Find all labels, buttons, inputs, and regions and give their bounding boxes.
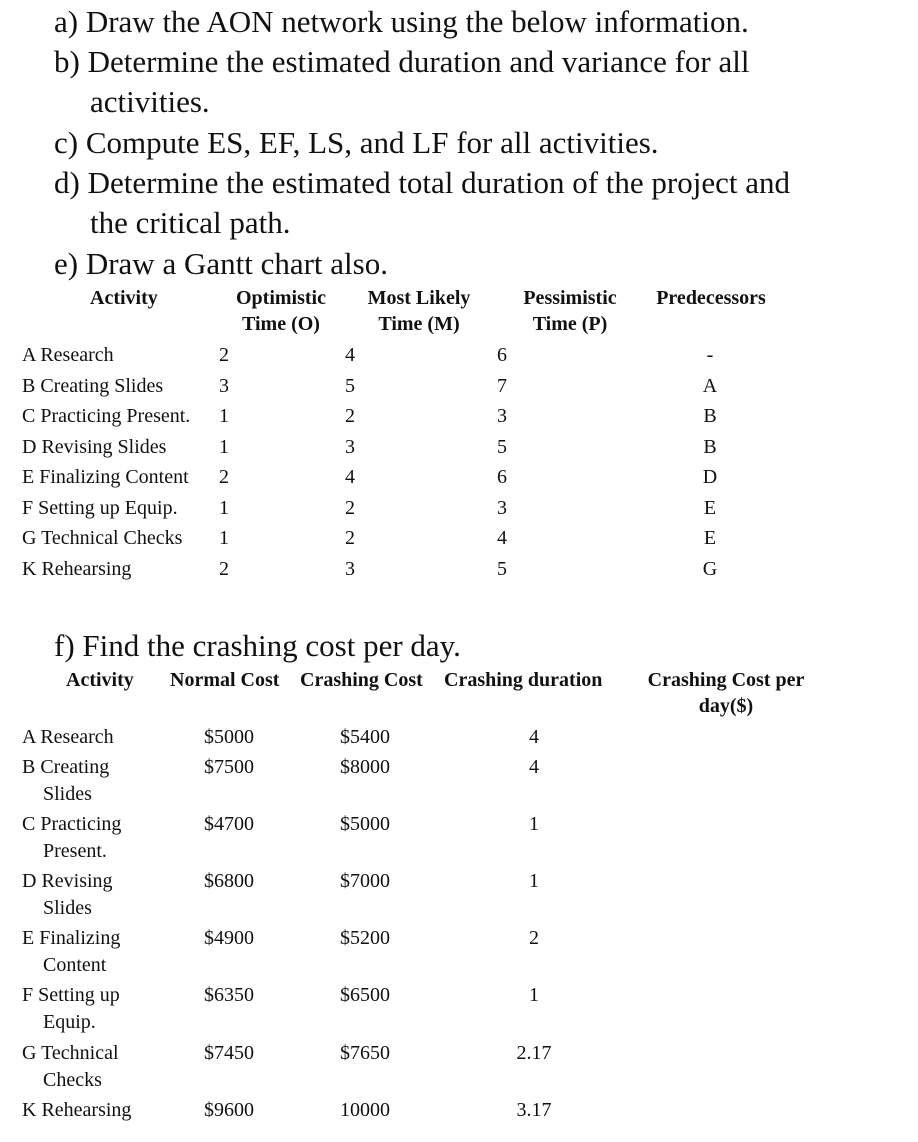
time-row-p: 7	[497, 375, 507, 397]
time-row-m: 3	[345, 436, 355, 458]
question-f: f) Find the crashing cost per day.	[54, 628, 461, 663]
time-row-pred: B	[703, 405, 717, 427]
time-row-pred: -	[706, 344, 714, 366]
cost-row-activity	[22, 1040, 119, 1094]
time-row-activity: A Research	[22, 344, 114, 366]
header-activity: Activity	[90, 287, 158, 309]
header-optimistic	[220, 285, 342, 337]
cost-row-activity-line1: C Practicing	[22, 813, 122, 835]
time-row-o: 2	[219, 344, 229, 366]
cost-row-activity-line2: Content	[43, 954, 107, 976]
header-optimistic-line2: Time (O)	[242, 313, 320, 335]
cost-row-activity	[22, 1097, 131, 1124]
time-row-m: 4	[345, 344, 355, 366]
cost-row-crash: $5000	[340, 813, 390, 835]
question-b-line2: activities.	[90, 84, 210, 119]
cost-header-activity: Activity	[66, 669, 134, 691]
cost-row-normal: $9600	[204, 1099, 254, 1121]
cost-row-duration: 3.17	[516, 1099, 552, 1121]
time-row-o: 2	[219, 466, 229, 488]
time-row-pred: A	[702, 375, 718, 397]
time-row-p: 6	[497, 344, 507, 366]
time-row-o: 1	[219, 527, 229, 549]
cost-row-activity	[22, 982, 120, 1036]
cost-row-crash: 10000	[340, 1099, 390, 1121]
cost-header-per-day	[634, 667, 818, 719]
cost-header-crashing: Crashing Cost	[300, 669, 423, 691]
time-row-m: 4	[345, 466, 355, 488]
time-row-m: 2	[345, 527, 355, 549]
time-row-m: 3	[345, 558, 355, 580]
time-row-p: 5	[497, 558, 507, 580]
cost-row-activity	[22, 925, 120, 979]
time-row-activity: F Setting up Equip.	[22, 497, 178, 519]
cost-row-normal: $4900	[204, 927, 254, 949]
time-row-activity: G Technical Checks	[22, 527, 183, 549]
cost-row-activity	[22, 811, 121, 865]
cost-row-duration: 1	[529, 813, 539, 835]
time-row-p: 6	[497, 466, 507, 488]
cost-header-duration: Crashing duration	[444, 669, 603, 691]
cost-row-crash: $7650	[340, 1042, 390, 1064]
cost-row-duration: 4	[529, 726, 539, 748]
time-row-pred: B	[703, 436, 717, 458]
cost-row-normal: $7500	[204, 756, 254, 778]
cost-row-activity-line1: B Creating	[22, 756, 110, 778]
cost-row-activity	[22, 868, 113, 922]
header-most-likely-line2: Time (M)	[378, 313, 460, 335]
time-row-activity: B Creating Slides	[22, 375, 164, 397]
time-row-o: 1	[219, 405, 229, 427]
time-row-pred: E	[703, 497, 717, 519]
cost-row-crash: $6500	[340, 984, 390, 1006]
cost-row-normal: $7450	[204, 1042, 254, 1064]
time-row-p: 3	[497, 405, 507, 427]
time-row-o: 1	[219, 497, 229, 519]
header-optimistic-line1: Optimistic	[236, 287, 326, 309]
time-row-o: 2	[219, 558, 229, 580]
time-row-activity: D Revising Slides	[22, 436, 167, 458]
cost-row-activity-line2: Checks	[43, 1069, 102, 1091]
cost-row-crash: $5200	[340, 927, 390, 949]
time-row-m: 5	[345, 375, 355, 397]
header-pessimistic-line1: Pessimistic	[523, 287, 617, 309]
time-row-pred: G	[702, 558, 718, 580]
question-d-line1: d) Determine the estimated total duration of the project and	[54, 165, 790, 200]
cost-row-activity-line1: F Setting up	[22, 984, 120, 1006]
cost-row-duration: 1	[529, 870, 539, 892]
question-d-line2: the critical path.	[90, 205, 291, 240]
cost-row-duration: 4	[529, 756, 539, 778]
cost-row-normal: $6800	[204, 870, 254, 892]
cost-header-per-day-line1: Crashing Cost per	[647, 669, 805, 691]
cost-row-activity-line1: A Research	[22, 726, 114, 748]
cost-row-activity-line1: K Rehearsing	[22, 1099, 132, 1121]
question-d	[54, 163, 790, 243]
cost-row-activity	[22, 754, 109, 808]
cost-row-activity-line2: Present.	[43, 840, 107, 862]
cost-row-activity-line1: E Finalizing	[22, 927, 121, 949]
cost-header-per-day-line2: day($)	[698, 695, 754, 717]
time-row-p: 4	[497, 527, 507, 549]
cost-row-normal: $6350	[204, 984, 254, 1006]
time-row-activity: C Practicing Present.	[22, 405, 191, 427]
cost-header-normal: Normal Cost	[170, 669, 280, 691]
time-row-o: 1	[219, 436, 229, 458]
header-pessimistic	[510, 285, 630, 337]
question-c: c) Compute ES, EF, LS, and LF for all activities.	[54, 125, 659, 160]
cost-row-activity-line1: G Technical	[22, 1042, 119, 1064]
time-row-pred: D	[702, 466, 718, 488]
cost-row-activity-line2: Slides	[43, 897, 92, 919]
time-row-o: 3	[219, 375, 229, 397]
time-row-p: 5	[497, 436, 507, 458]
cost-row-duration: 2	[529, 927, 539, 949]
question-e: e) Draw a Gantt chart also.	[54, 246, 388, 281]
time-row-activity: E Finalizing Content	[22, 466, 189, 488]
cost-row-duration: 2.17	[516, 1042, 552, 1064]
cost-row-crash: $7000	[340, 870, 390, 892]
cost-row-activity-line1: D Revising	[22, 870, 113, 892]
time-row-p: 3	[497, 497, 507, 519]
cost-row-crash: $5400	[340, 726, 390, 748]
cost-row-duration: 1	[529, 984, 539, 1006]
header-most-likely	[352, 285, 486, 337]
header-most-likely-line1: Most Likely	[367, 287, 471, 309]
cost-row-activity-line2: Slides	[43, 783, 92, 805]
cost-row-crash: $8000	[340, 756, 390, 778]
cost-row-normal: $4700	[204, 813, 254, 835]
question-b	[54, 42, 750, 122]
question-a: a) Draw the AON network using the below information.	[54, 4, 749, 39]
time-row-m: 2	[345, 497, 355, 519]
cost-row-activity-line2: Equip.	[43, 1011, 96, 1033]
question-b-line1: b) Determine the estimated duration and variance for all	[54, 44, 750, 79]
time-row-activity: K Rehearsing	[22, 558, 132, 580]
header-pessimistic-line2: Time (P)	[532, 313, 608, 335]
cost-row-normal: $5000	[204, 726, 254, 748]
time-row-pred: E	[703, 527, 717, 549]
time-row-m: 2	[345, 405, 355, 427]
header-predecessors: Predecessors	[656, 287, 766, 309]
cost-row-activity	[22, 724, 114, 751]
